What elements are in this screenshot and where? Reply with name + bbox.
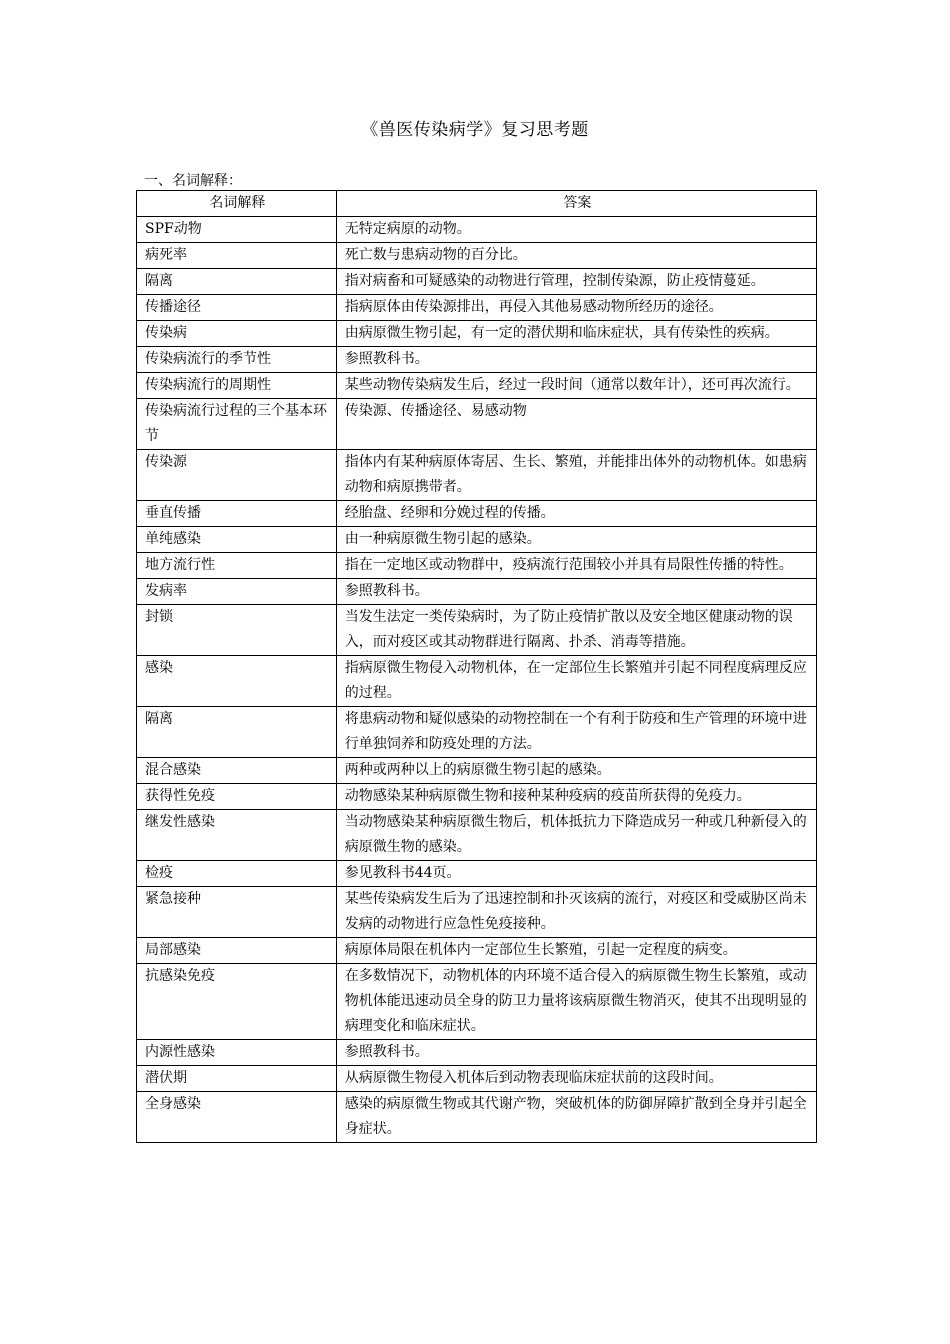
answer-cell: 由一种病原微生物引起的感染。 (336, 527, 816, 553)
table-row (137, 1092, 817, 1143)
answer-cell: 将患病动物和疑似感染的动物控制在一个有利于防疫和生产管理的环境中进行单独饲养和防疫处理的方法。 (336, 707, 816, 758)
table-row (137, 656, 817, 707)
term-cell: 传染病流行过程的三个基本环节 (137, 399, 337, 450)
term-cell: 单纯感染 (137, 527, 337, 553)
term-cell: 紧急接种 (137, 887, 337, 938)
answer-cell: 某些传染病发生后为了迅速控制和扑灭该病的流行，对疫区和受威胁区尚未发病的动物进行应急性免疫接种。 (336, 887, 816, 938)
table-row (137, 450, 817, 501)
table-row (137, 605, 817, 656)
term-cell: 潜伏期 (137, 1066, 337, 1092)
answer-cell: 某些动物传染病发生后，经过一段时间（通常以数年计），还可再次流行。 (336, 373, 816, 399)
table-row (137, 217, 817, 243)
header-term: 名词解释 (137, 191, 337, 217)
table-row (137, 373, 817, 399)
table-body (137, 217, 817, 1143)
section-heading: 一、名词解释： (144, 173, 242, 189)
answer-cell: 两种或两种以上的病原微生物引起的感染。 (336, 758, 816, 784)
table-row (137, 269, 817, 295)
term-cell: SPF动物 (137, 217, 337, 243)
table-row (137, 887, 817, 938)
table-row (137, 295, 817, 321)
answer-cell: 动物感染某种病原微生物和接种某种疫病的疫苗所获得的免疫力。 (336, 784, 816, 810)
term-cell: 传染病流行的周期性 (137, 373, 337, 399)
answer-cell: 当动物感染某种病原微生物后，机体抵抗力下降造成另一种或几种新侵入的病原微生物的感染。 (336, 810, 816, 861)
table-row (137, 1040, 817, 1066)
answer-cell: 传染源、传播途径、易感动物 (336, 399, 816, 450)
term-cell: 传播途径 (137, 295, 337, 321)
header-answer: 答案 (336, 191, 816, 217)
table-row (137, 399, 817, 450)
table-header-row (137, 191, 817, 217)
table-row (137, 527, 817, 553)
glossary-table (136, 190, 817, 1143)
term-cell: 隔离 (137, 269, 337, 295)
answer-cell: 病原体局限在机体内一定部位生长繁殖，引起一定程度的病变。 (336, 938, 816, 964)
term-cell: 隔离 (137, 707, 337, 758)
table-row (137, 810, 817, 861)
term-cell: 获得性免疫 (137, 784, 337, 810)
answer-cell: 参照教科书。 (336, 1040, 816, 1066)
answer-cell: 指病原微生物侵入动物机体，在一定部位生长繁殖并引起不同程度病理反应的过程。 (336, 656, 816, 707)
answer-cell: 指对病畜和可疑感染的动物进行管理，控制传染源，防止疫情蔓延。 (336, 269, 816, 295)
table-row (137, 553, 817, 579)
term-cell: 垂直传播 (137, 501, 337, 527)
answer-cell: 参照教科书。 (336, 579, 816, 605)
answer-cell: 从病原微生物侵入机体后到动物表现临床症状前的这段时间。 (336, 1066, 816, 1092)
answer-cell: 在多数情况下，动物机体的内环境不适合侵入的病原微生物生长繁殖，或动物机体能迅速动员全身的防卫力量将该病原微生物消灭，使其不出现明显的病理变化和临床症状。 (336, 964, 816, 1040)
answer-cell: 死亡数与患病动物的百分比。 (336, 243, 816, 269)
table-row (137, 579, 817, 605)
term-cell: 检疫 (137, 861, 337, 887)
table-row (137, 964, 817, 1040)
answer-cell: 由病原微生物引起，有一定的潜伏期和临床症状，具有传染性的疾病。 (336, 321, 816, 347)
answer-cell: 参见教科书44页。 (336, 861, 816, 887)
table-row (137, 1066, 817, 1092)
table-row (137, 321, 817, 347)
answer-cell: 参照教科书。 (336, 347, 816, 373)
term-cell: 内源性感染 (137, 1040, 337, 1066)
table-row (137, 501, 817, 527)
table-row (137, 243, 817, 269)
table-row (137, 707, 817, 758)
term-cell: 传染源 (137, 450, 337, 501)
answer-cell: 感染的病原微生物或其代谢产物，突破机体的防御屏障扩散到全身并引起全身症状。 (336, 1092, 816, 1143)
term-cell: 传染病 (137, 321, 337, 347)
table-row (137, 347, 817, 373)
term-cell: 抗感染免疫 (137, 964, 337, 1040)
term-cell: 病死率 (137, 243, 337, 269)
answer-cell: 当发生法定一类传染病时，为了防止疫情扩散以及安全地区健康动物的误入，而对疫区或其动物群进行隔离、扑杀、消毒等措施。 (336, 605, 816, 656)
answer-cell: 指病原体由传染源排出，再侵入其他易感动物所经历的途径。 (336, 295, 816, 321)
answer-cell: 指体内有某种病原体寄居、生长、繁殖，并能排出体外的动物机体。如患病动物和病原携带者。 (336, 450, 816, 501)
term-cell: 传染病流行的季节性 (137, 347, 337, 373)
document-title: 《兽医传染病学》复习思考题 (361, 120, 589, 140)
term-cell: 继发性感染 (137, 810, 337, 861)
answer-cell: 无特定病原的动物。 (336, 217, 816, 243)
term-cell: 感染 (137, 656, 337, 707)
answer-cell: 指在一定地区或动物群中，疫病流行范围较小并具有局限性传播的特性。 (336, 553, 816, 579)
table-row (137, 784, 817, 810)
term-cell: 发病率 (137, 579, 337, 605)
term-cell: 全身感染 (137, 1092, 337, 1143)
term-cell: 局部感染 (137, 938, 337, 964)
term-cell: 封锁 (137, 605, 337, 656)
term-cell: 混合感染 (137, 758, 337, 784)
table-row (137, 938, 817, 964)
answer-cell: 经胎盘、经卵和分娩过程的传播。 (336, 501, 816, 527)
table-row (137, 758, 817, 784)
table-row (137, 861, 817, 887)
term-cell: 地方流行性 (137, 553, 337, 579)
